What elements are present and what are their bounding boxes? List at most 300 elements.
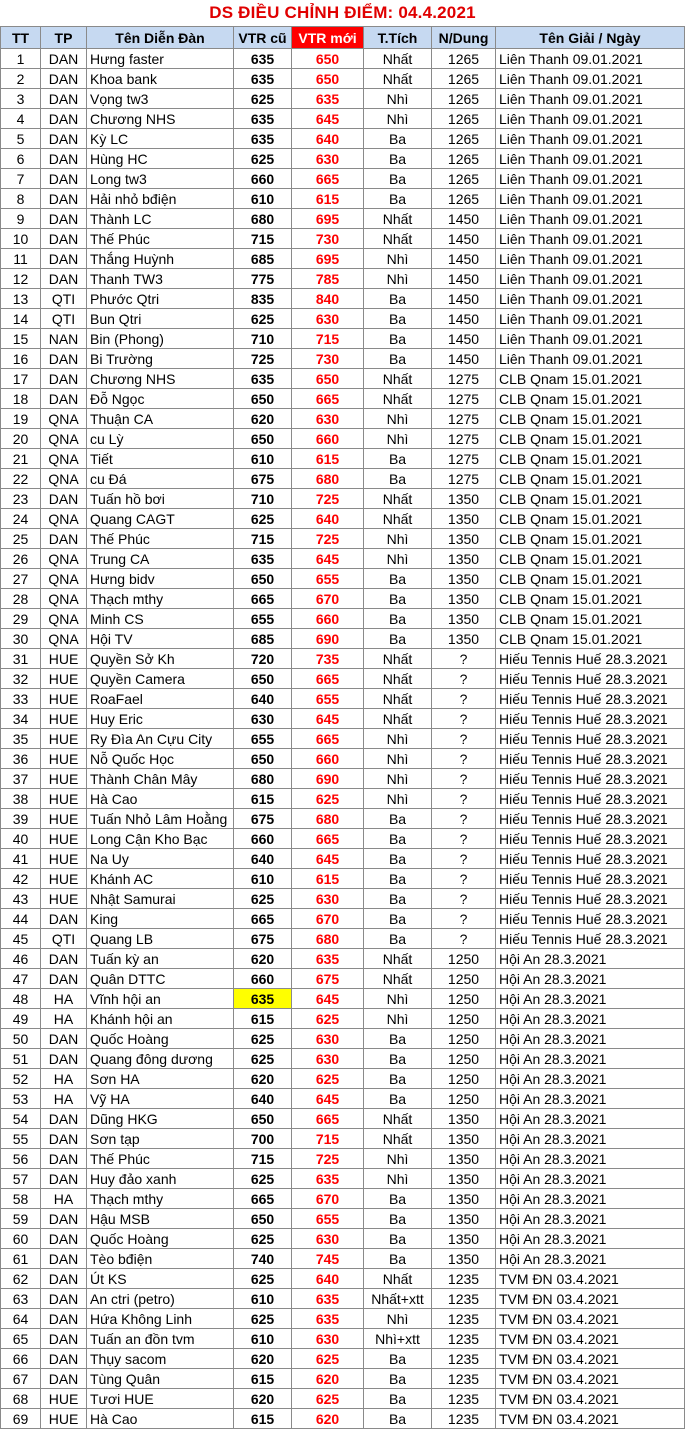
table-row [1,809,685,829]
cell-tp: DAN [41,149,87,169]
cell-name: Quốc Hoàng [87,1029,234,1049]
cell-content: 1250 [432,1029,496,1049]
cell-tt: 54 [1,1109,41,1129]
cell-content: ? [432,649,496,669]
cell-achievement: Nhì [364,249,432,269]
cell-name: Vọng tw3 [87,89,234,109]
cell-tournament: Hiếu Tennis Huế 28.3.2021 [496,869,685,889]
table-row [1,229,685,249]
cell-tournament: CLB Qnam 15.01.2021 [496,389,685,409]
cell-tp: QTI [41,929,87,949]
cell-new-score: 675 [292,969,364,989]
cell-name: Thành Chân Mây [87,769,234,789]
cell-new-score: 665 [292,169,364,189]
cell-tournament: Liên Thanh 09.01.2021 [496,269,685,289]
cell-new-score: 630 [292,1329,364,1349]
cell-tp: DAN [41,389,87,409]
table-row [1,1129,685,1149]
cell-old-score: 680 [234,209,292,229]
cell-tournament: TVM ĐN 03.4.2021 [496,1369,685,1389]
cell-achievement: Ba [364,609,432,629]
cell-tt: 63 [1,1289,41,1309]
cell-tt: 27 [1,569,41,589]
cell-content: 1275 [432,449,496,469]
cell-tt: 7 [1,169,41,189]
cell-name: Thắng Huỳnh [87,249,234,269]
cell-tt: 18 [1,389,41,409]
cell-name: Thạch mthy [87,589,234,609]
cell-achievement: Ba [364,129,432,149]
cell-tt: 37 [1,769,41,789]
table-row [1,289,685,309]
cell-tp: DAN [41,1209,87,1229]
cell-new-score: 660 [292,749,364,769]
cell-tt: 23 [1,489,41,509]
cell-name: Chương NHS [87,109,234,129]
cell-tp: DAN [41,269,87,289]
cell-tt: 9 [1,209,41,229]
cell-tournament: Hội An 28.3.2021 [496,1229,685,1249]
cell-tp: DAN [41,129,87,149]
cell-name: Thế Phúc [87,1149,234,1169]
cell-tt: 11 [1,249,41,269]
cell-tp: DAN [41,1269,87,1289]
cell-tp: QNA [41,449,87,469]
cell-tp: HUE [41,849,87,869]
cell-old-score: 655 [234,729,292,749]
cell-achievement: Ba [364,1029,432,1049]
table-row [1,969,685,989]
cell-tt: 47 [1,969,41,989]
cell-achievement: Nhì [364,549,432,569]
cell-content: 1350 [432,549,496,569]
cell-old-score: 610 [234,869,292,889]
cell-content: ? [432,769,496,789]
table-row [1,669,685,689]
cell-content: 1350 [432,1169,496,1189]
cell-achievement: Ba [364,829,432,849]
cell-name: Trung CA [87,549,234,569]
table-row [1,69,685,89]
cell-name: Tuấn hồ bơi [87,489,234,509]
cell-tournament: CLB Qnam 15.01.2021 [496,469,685,489]
cell-tournament: Hội An 28.3.2021 [496,1029,685,1049]
table-row [1,1069,685,1089]
cell-tp: DAN [41,1349,87,1369]
cell-name: Tiết [87,449,234,469]
cell-tournament: Hiếu Tennis Huế 28.3.2021 [496,729,685,749]
cell-old-score: 640 [234,849,292,869]
cell-old-score: 620 [234,1069,292,1089]
cell-old-score: 725 [234,349,292,369]
cell-name: cu Lỳ [87,429,234,449]
cell-tournament: Hội An 28.3.2021 [496,1109,685,1129]
cell-new-score: 655 [292,689,364,709]
cell-name: Thanh TW3 [87,269,234,289]
cell-tp: HUE [41,1389,87,1409]
cell-name: Dũng HKG [87,1109,234,1129]
cell-tournament: CLB Qnam 15.01.2021 [496,489,685,509]
cell-tournament: Liên Thanh 09.01.2021 [496,169,685,189]
cell-tt: 4 [1,109,41,129]
cell-tournament: CLB Qnam 15.01.2021 [496,589,685,609]
cell-tp: DAN [41,1169,87,1189]
cell-tournament: Hiếu Tennis Huế 28.3.2021 [496,669,685,689]
cell-achievement: Nhất [364,229,432,249]
cell-achievement: Nhất [364,389,432,409]
cell-name: Long tw3 [87,169,234,189]
cell-new-score: 630 [292,409,364,429]
cell-content: 1450 [432,249,496,269]
cell-tp: DAN [41,909,87,929]
cell-tournament: Liên Thanh 09.01.2021 [496,309,685,329]
cell-tt: 5 [1,129,41,149]
table-row [1,169,685,189]
cell-tournament: TVM ĐN 03.4.2021 [496,1389,685,1409]
cell-tp: QNA [41,509,87,529]
cell-tt: 8 [1,189,41,209]
cell-tournament: Hiếu Tennis Huế 28.3.2021 [496,689,685,709]
cell-content: ? [432,729,496,749]
cell-tournament: Hội An 28.3.2021 [496,1069,685,1089]
cell-achievement: Ba [364,1049,432,1069]
cell-tournament: TVM ĐN 03.4.2021 [496,1409,685,1429]
cell-achievement: Nhất [364,689,432,709]
cell-tournament: Hiếu Tennis Huế 28.3.2021 [496,709,685,729]
cell-tt: 14 [1,309,41,329]
table-row [1,369,685,389]
cell-old-score: 625 [234,309,292,329]
cell-new-score: 635 [292,1289,364,1309]
cell-content: 1275 [432,389,496,409]
cell-new-score: 785 [292,269,364,289]
cell-name: Bun Qtri [87,309,234,329]
cell-tt: 17 [1,369,41,389]
cell-old-score: 675 [234,469,292,489]
cell-content: 1235 [432,1269,496,1289]
cell-name: Thạch mthy [87,1189,234,1209]
cell-content: ? [432,909,496,929]
cell-content: ? [432,829,496,849]
cell-new-score: 665 [292,389,364,409]
cell-tt: 51 [1,1049,41,1069]
table-row [1,409,685,429]
table-row [1,869,685,889]
cell-old-score: 625 [234,1029,292,1049]
table-row [1,429,685,449]
table-row [1,1369,685,1389]
cell-tt: 45 [1,929,41,949]
cell-tp: HUE [41,789,87,809]
cell-new-score: 665 [292,669,364,689]
cell-tt: 34 [1,709,41,729]
cell-content: 1350 [432,529,496,549]
cell-name: Thành LC [87,209,234,229]
cell-old-score: 660 [234,969,292,989]
table-row [1,209,685,229]
header-content: N/Dung [432,27,496,49]
cell-name: Long Cận Kho Bạc [87,829,234,849]
cell-achievement: Nhì [364,529,432,549]
cell-name: Sơn HA [87,1069,234,1089]
cell-new-score: 665 [292,829,364,849]
cell-tt: 58 [1,1189,41,1209]
cell-new-score: 680 [292,929,364,949]
cell-tp: DAN [41,1329,87,1349]
cell-content: 1275 [432,369,496,389]
cell-tt: 33 [1,689,41,709]
cell-new-score: 670 [292,589,364,609]
cell-old-score: 835 [234,289,292,309]
table-row [1,1009,685,1029]
cell-tp: HUE [41,829,87,849]
cell-tournament: CLB Qnam 15.01.2021 [496,509,685,529]
cell-name: Khoa bank [87,69,234,89]
cell-tp: DAN [41,189,87,209]
cell-old-score: 775 [234,269,292,289]
cell-tp: DAN [41,1309,87,1329]
cell-tournament: Hiếu Tennis Huế 28.3.2021 [496,809,685,829]
cell-tp: DAN [41,489,87,509]
cell-content: 1275 [432,469,496,489]
cell-achievement: Ba [364,1389,432,1409]
cell-tt: 55 [1,1129,41,1149]
cell-old-score: 675 [234,809,292,829]
table-row [1,689,685,709]
cell-old-score: 655 [234,609,292,629]
cell-content: 1235 [432,1289,496,1309]
cell-name: Kỳ LC [87,129,234,149]
cell-content: ? [432,869,496,889]
cell-tp: QNA [41,429,87,449]
cell-new-score: 615 [292,189,364,209]
cell-achievement: Ba [364,1089,432,1109]
cell-content: ? [432,789,496,809]
cell-tournament: TVM ĐN 03.4.2021 [496,1289,685,1309]
cell-new-score: 630 [292,1229,364,1249]
cell-content: 1350 [432,1109,496,1129]
cell-name: Chương NHS [87,369,234,389]
cell-old-score: 680 [234,769,292,789]
cell-new-score: 640 [292,129,364,149]
cell-achievement: Nhất [364,69,432,89]
table-row [1,309,685,329]
table-row [1,1349,685,1369]
cell-new-score: 645 [292,709,364,729]
cell-tt: 38 [1,789,41,809]
cell-tournament: TVM ĐN 03.4.2021 [496,1329,685,1349]
cell-achievement: Ba [364,349,432,369]
cell-tournament: Hội An 28.3.2021 [496,1049,685,1069]
cell-achievement: Ba [364,889,432,909]
cell-tp: QNA [41,629,87,649]
cell-tournament: TVM ĐN 03.4.2021 [496,1269,685,1289]
cell-old-score: 610 [234,449,292,469]
cell-tournament: Hội An 28.3.2021 [496,1089,685,1109]
cell-new-score: 625 [292,1069,364,1089]
cell-achievement: Nhì [364,409,432,429]
cell-old-score: 635 [234,369,292,389]
table-row [1,1209,685,1229]
cell-content: 1265 [432,89,496,109]
cell-tp: HUE [41,889,87,909]
cell-new-score: 655 [292,569,364,589]
cell-content: 1235 [432,1389,496,1409]
cell-tournament: Hiếu Tennis Huế 28.3.2021 [496,789,685,809]
cell-tournament: CLB Qnam 15.01.2021 [496,569,685,589]
cell-achievement: Ba [364,1349,432,1369]
cell-achievement: Ba [364,1369,432,1389]
cell-tournament: Liên Thanh 09.01.2021 [496,149,685,169]
cell-new-score: 630 [292,1029,364,1049]
table-row [1,789,685,809]
cell-content: 1250 [432,949,496,969]
cell-tp: HUE [41,1409,87,1429]
cell-achievement: Nhất [364,969,432,989]
cell-new-score: 630 [292,149,364,169]
table-row [1,1269,685,1289]
cell-name: Huy đảo xanh [87,1169,234,1189]
cell-content: 1350 [432,569,496,589]
page-title: DS ĐIỀU CHỈNH ĐIỂM: 04.4.2021 [209,3,476,22]
cell-new-score: 725 [292,1149,364,1169]
cell-tt: 60 [1,1229,41,1249]
cell-name: Nhật Samurai [87,889,234,909]
table-row [1,1089,685,1109]
cell-tp: QNA [41,409,87,429]
cell-tt: 42 [1,869,41,889]
cell-tp: DAN [41,49,87,69]
cell-old-score: 635 [234,549,292,569]
cell-name: Hứa Không Linh [87,1309,234,1329]
cell-tt: 52 [1,1069,41,1089]
cell-tp: DAN [41,1249,87,1269]
cell-achievement: Ba [364,1229,432,1249]
table-row [1,109,685,129]
cell-new-score: 715 [292,329,364,349]
table-row [1,269,685,289]
table-row [1,889,685,909]
cell-achievement: Nhì [364,89,432,109]
cell-old-score: 650 [234,1209,292,1229]
cell-tt: 16 [1,349,41,369]
cell-tournament: Hội An 28.3.2021 [496,1249,685,1269]
cell-tt: 31 [1,649,41,669]
cell-tt: 53 [1,1089,41,1109]
cell-achievement: Nhì [364,789,432,809]
cell-old-score: 625 [234,1169,292,1189]
cell-old-score: 635 [234,49,292,69]
cell-content: 1450 [432,269,496,289]
cell-name: Hưng faster [87,49,234,69]
cell-tournament: Hội An 28.3.2021 [496,1189,685,1209]
cell-achievement: Nhất [364,509,432,529]
cell-content: 1350 [432,1249,496,1269]
table-row [1,849,685,869]
cell-new-score: 640 [292,509,364,529]
cell-new-score: 625 [292,1389,364,1409]
cell-old-score: 620 [234,1389,292,1409]
cell-name: cu Đá [87,469,234,489]
table-row [1,1389,685,1409]
cell-name: Đỗ Ngọc [87,389,234,409]
cell-content: 1235 [432,1349,496,1369]
cell-achievement: Nhất [364,209,432,229]
cell-new-score: 730 [292,229,364,249]
cell-content: 1350 [432,629,496,649]
cell-tp: QNA [41,609,87,629]
cell-old-score: 650 [234,389,292,409]
cell-tt: 64 [1,1309,41,1329]
cell-achievement: Nhất [364,1129,432,1149]
table-row [1,449,685,469]
cell-achievement: Nhất [364,709,432,729]
table-row [1,509,685,529]
cell-tp: DAN [41,949,87,969]
cell-new-score: 690 [292,769,364,789]
cell-content: 1350 [432,1209,496,1229]
cell-tp: HUE [41,649,87,669]
cell-tp: DAN [41,969,87,989]
cell-tt: 43 [1,889,41,909]
cell-tournament: CLB Qnam 15.01.2021 [496,529,685,549]
cell-name: Nỗ Quốc Học [87,749,234,769]
cell-content: 1250 [432,1089,496,1109]
cell-tt: 66 [1,1349,41,1369]
cell-old-score: 650 [234,429,292,449]
cell-achievement: Nhì [364,429,432,449]
cell-new-score: 635 [292,949,364,969]
table-row [1,1289,685,1309]
cell-achievement: Ba [364,909,432,929]
table-row [1,829,685,849]
cell-content: ? [432,669,496,689]
cell-old-score: 650 [234,669,292,689]
cell-name: Khánh AC [87,869,234,889]
cell-name: Hùng HC [87,149,234,169]
cell-name: Sơn tạp [87,1129,234,1149]
cell-content: 1265 [432,189,496,209]
cell-name: Quyền Camera [87,669,234,689]
cell-old-score: 625 [234,149,292,169]
cell-name: Hội TV [87,629,234,649]
cell-old-score: 650 [234,1109,292,1129]
table-body [1,49,685,1429]
table-row [1,1049,685,1069]
cell-new-score: 635 [292,89,364,109]
cell-tournament: CLB Qnam 15.01.2021 [496,369,685,389]
cell-name: Bin (Phong) [87,329,234,349]
cell-new-score: 630 [292,309,364,329]
cell-tt: 68 [1,1389,41,1409]
cell-new-score: 615 [292,449,364,469]
cell-tt: 3 [1,89,41,109]
cell-content: 1450 [432,309,496,329]
cell-old-score: 715 [234,529,292,549]
cell-achievement: Nhất [364,669,432,689]
cell-new-score: 650 [292,49,364,69]
cell-achievement: Nhì [364,749,432,769]
table-row [1,149,685,169]
cell-tt: 41 [1,849,41,869]
cell-name: Huy Eric [87,709,234,729]
table-row [1,569,685,589]
cell-name: Hậu MSB [87,1209,234,1229]
cell-tp: HUE [41,749,87,769]
cell-tp: HA [41,1089,87,1109]
cell-tt: 48 [1,989,41,1009]
cell-tt: 56 [1,1149,41,1169]
